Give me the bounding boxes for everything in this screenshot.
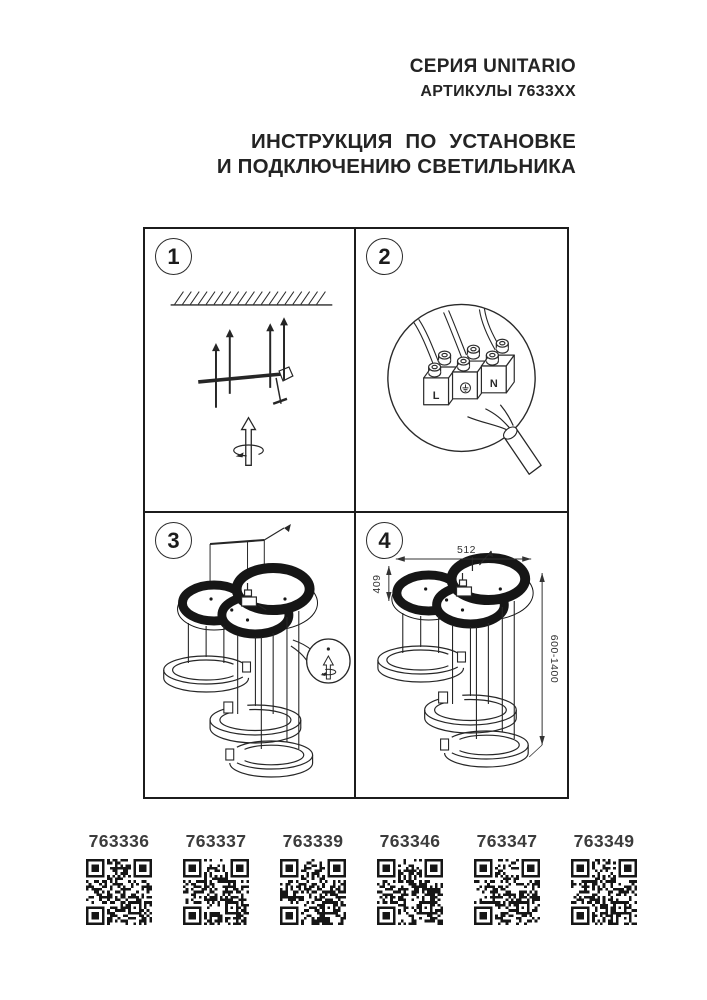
dimension-height-label: 600-1400 (548, 634, 560, 684)
canopy (178, 568, 318, 634)
chandelier (378, 551, 533, 767)
article-qr-row (86, 831, 637, 925)
terminal-label-line: L (432, 389, 440, 402)
step-number-2: 2 (366, 238, 403, 275)
title-line-2: И ПОДКЛЮЧЕНИЮ СВЕТИЛЬНИКА (216, 154, 576, 178)
article-number: 763337 (185, 831, 247, 851)
article-item (86, 831, 152, 925)
article-number: 763346 (379, 831, 441, 851)
article-number: 763347 (476, 831, 538, 851)
article-number: 763349 (573, 831, 635, 851)
qr-code (377, 859, 443, 925)
qr-code (280, 859, 346, 925)
article-item (280, 831, 346, 925)
step-number-3: 3 (155, 522, 192, 559)
step-panel-4 (356, 513, 567, 797)
dimension-width-label: 512 (457, 544, 476, 557)
step-panel-3 (145, 513, 356, 797)
document-header (217, 56, 576, 179)
mounting-bracket (198, 367, 293, 404)
qr-code (474, 859, 540, 925)
qr-code (86, 859, 152, 925)
bracket-screws (213, 318, 287, 407)
article-item (183, 831, 249, 925)
qr-code (183, 859, 249, 925)
screw-rotation-arrow (234, 418, 264, 466)
page-title (217, 130, 576, 179)
ring-light-bottom (441, 731, 529, 767)
ceiling-hatch (171, 292, 333, 305)
title-line-1: ИНСТРУКЦИЯ ПО УСТАНОВКЕ (251, 130, 576, 153)
article-number: 763336 (88, 831, 150, 851)
step-number-1: 1 (155, 238, 192, 275)
article-item (474, 831, 540, 925)
step-number-4: 4 (366, 522, 403, 559)
canopy (392, 551, 533, 624)
articles-code: АРТИКУЛЫ 7633XX (420, 83, 576, 100)
ring-light-bottom (226, 741, 313, 777)
series-name: СЕРИЯ UNITARIO (409, 56, 576, 77)
article-item (571, 831, 637, 925)
article-item (377, 831, 443, 925)
step-panel-1 (145, 229, 356, 513)
qr-code (571, 859, 637, 925)
dimension-canopy-label: 409 (371, 574, 383, 594)
step-panel-2 (356, 229, 567, 513)
cable-gripper-callout (291, 639, 350, 683)
steps-grid (143, 227, 569, 799)
article-number: 763339 (282, 831, 344, 851)
terminal-label-neutral: N (489, 377, 498, 390)
